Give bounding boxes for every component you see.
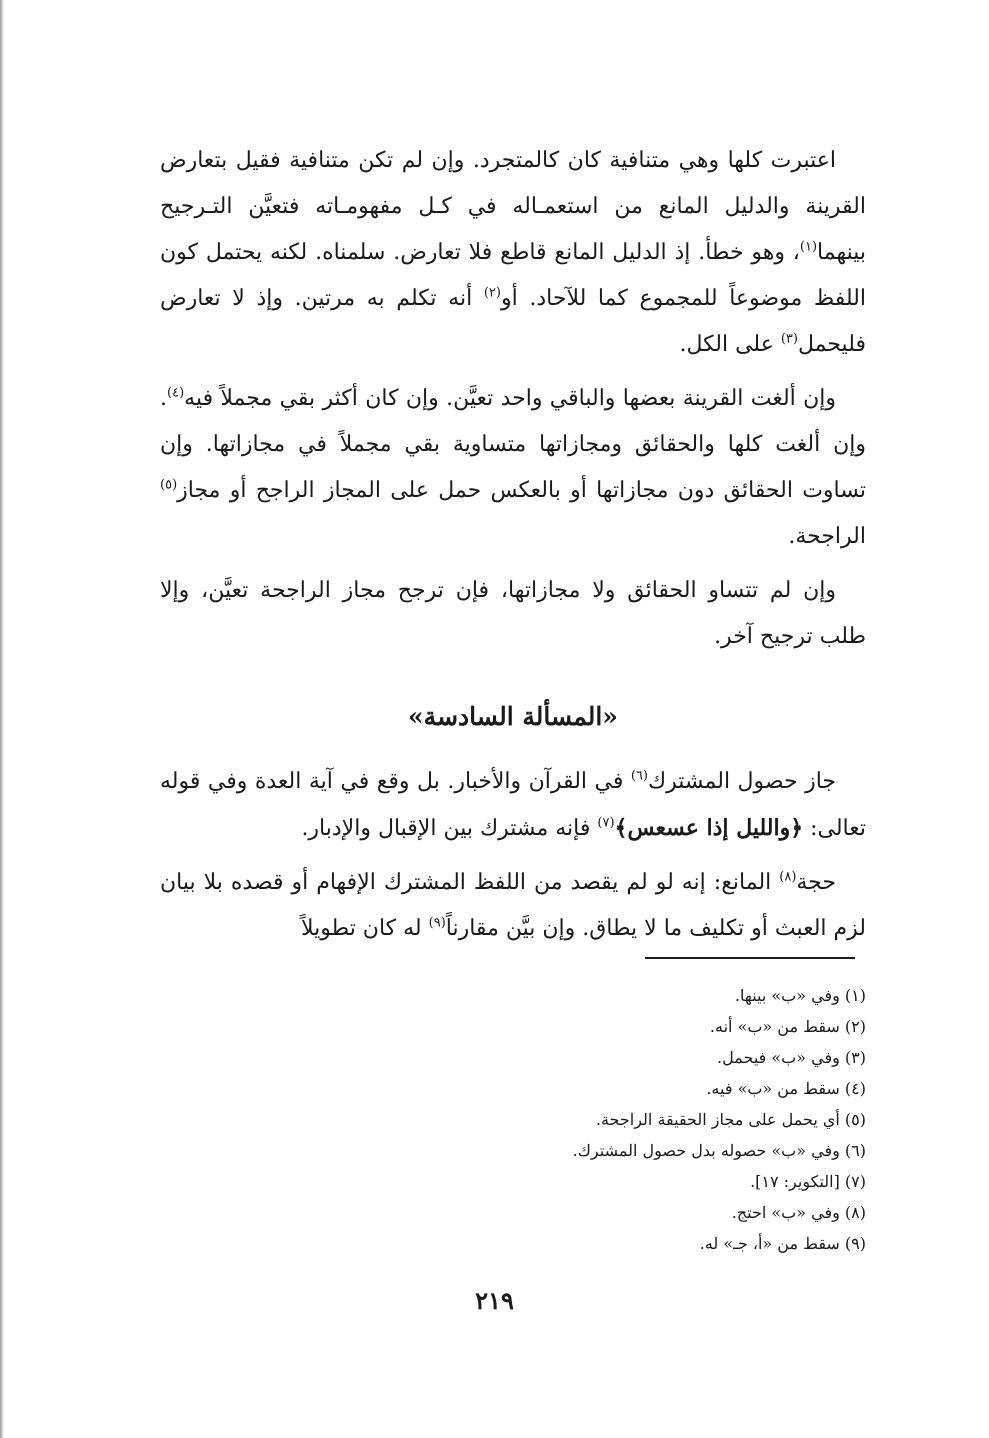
page-body [160,138,866,960]
footnotes [160,980,866,1259]
scan-edge [0,0,4,1438]
footnote-ref: (٨) [779,869,797,885]
page-number: ٢١٩ [475,1286,514,1315]
footnote: (٧) [التكوير: ١٧]. [750,1172,866,1191]
footnote-rule [645,957,855,959]
footnote-ref: (٤) [167,385,185,401]
footnote: (٢) سقط من «ب» أنه. [709,1017,866,1036]
footnote-ref: (٣) [780,331,798,347]
paragraph: وإن ألغت القرينة بعضها والباقي واحد تعيَّن. وإن كان أكثر بقي مجملاً فيه$^{(٤)}$. وإن ألغت كلها والحقائق ومجازاتها متساوية بقي مجملاً في مجازاتها. وإن تساوت الحقائق دون مجازاتها أو بالعكس حمل على المجاز الراجح أو مجاز$^{(٥)}$ الراجحة. [160,385,866,549]
footnote-ref: (٥) [160,477,178,493]
footnote: (٦) وفي «ب» حصوله بدل حصول المشترك. [572,1141,866,1160]
footnote-ref: (٧) [597,815,615,831]
paragraph: حجة$^{(٨)}$ المانع: إنه لو لم يقصد من اللفظ المشترك الإفهام أو قصده بلا بيان لزم العبث أو تكليف ما لا يطاق. وإن بيَّن مقارناً$^{(٩)}$ له كان تطويلاً [160,869,866,941]
quran-quote: ﴿والليل إذا عسعس﴾ [614,815,804,841]
footnote: (٣) وفي «ب» فيحمل. [717,1048,866,1067]
footnote: (١) وفي «ب» بينها. [734,986,866,1005]
footnote: (٥) أي يحمل على مجاز الحقيقة الراجحة. [595,1110,866,1129]
footnote-ref: (٩) [428,915,446,931]
section-heading: «المسألة السادسة» [408,702,618,731]
footnote-ref: (١) [799,239,818,255]
paragraph: جاز حصول المشترك$^{(٦)}$ في القرآن والأخبار. بل وقع في آية العدة وفي قوله تعالى: ﴿والليل إذا عسعس﴾$^{(٧)}$ فإنه مشترك بين الإقبال والإدبار. [160,768,866,841]
footnote-ref: (٢) [483,285,501,301]
footnote-ref: (٦) [630,768,648,784]
paragraph: وإن لم تتساو الحقائق ولا مجازاتها، فإن ترجح مجاز الراجحة تعيَّن، وإلا طلب ترجيح آخر. [160,578,866,649]
footnote: (٩) سقط من «أ، جـ» له. [699,1234,866,1253]
footnote: (٤) سقط من «ب» فيه. [706,1079,866,1098]
paragraph: اعتبرت كلها وهي متنافية كان كالمتجرد. وإن لم تكن متنافية فقيل بتعارض القرينة والدليل المانع من استعمـاله في كـل مفهومـاته فتعيَّن التـرجيح بينهما$^{(١)}$، وهو خطأ. إذ الدليل المانع قاطع فلا تعارض. سلمناه. لكنه يحتمل كون اللفظ موضوعاً للمجموع كما للآحاد. أو$^{(٢)}$ أنه تكلم به مرتين. وإذ لا تعارض فليحمل$^{(٣)}$ على الكل. [160,148,866,357]
footnote: (٨) وفي «ب» احتج. [731,1203,866,1222]
